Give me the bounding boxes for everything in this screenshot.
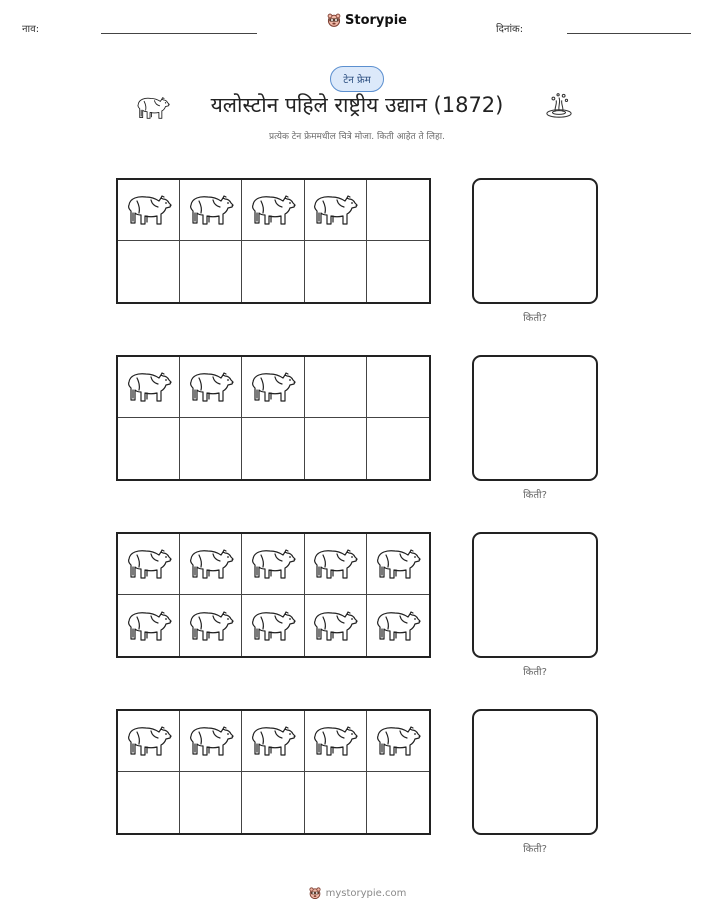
footer [0, 886, 714, 900]
name-field-line[interactable] [101, 33, 257, 34]
ten-frame-cell [367, 357, 429, 418]
ten-frame-cell [242, 595, 304, 656]
ten-frame-cell [118, 534, 180, 595]
ten-frame [116, 355, 431, 481]
how-many-label: किती? [523, 313, 547, 324]
bear-icon [187, 191, 235, 229]
ten-frame-cell [367, 711, 429, 772]
ten-frame-cell [180, 595, 242, 656]
ten-frame-cell [118, 595, 180, 656]
bear-icon [187, 722, 235, 760]
bear-icon [125, 545, 173, 583]
bear-icon [187, 368, 235, 406]
ten-frame-cell [180, 180, 242, 241]
bear-icon [249, 722, 297, 760]
ten-frame-cell [367, 595, 429, 656]
ten-frame-cell [367, 772, 429, 833]
bear-icon [374, 722, 422, 760]
ten-frame-cell [305, 418, 367, 479]
ten-frame-cell [242, 418, 304, 479]
ten-frame [116, 178, 431, 304]
bear-icon [249, 368, 297, 406]
how-many-label: किती? [523, 844, 547, 855]
date-field-line[interactable] [567, 33, 691, 34]
ten-frame-cell [305, 711, 367, 772]
brand-logo [326, 12, 407, 28]
answer-box[interactable] [472, 355, 598, 481]
ten-frame-cell [367, 418, 429, 479]
answer-box[interactable] [472, 709, 598, 835]
bear-icon [374, 607, 422, 645]
bear-icon [187, 545, 235, 583]
name-label: नाव: [22, 24, 40, 35]
bear-icon [311, 191, 359, 229]
ten-frame-cell [242, 772, 304, 833]
bear-icon [249, 607, 297, 645]
ten-frame-cell [180, 772, 242, 833]
ten-frame-cell [242, 711, 304, 772]
ten-frame-cell [118, 357, 180, 418]
bear-icon [374, 545, 422, 583]
ten-frame-cell [305, 534, 367, 595]
ten-frame-cell [367, 180, 429, 241]
ten-frame-cell [242, 357, 304, 418]
bear-icon [125, 191, 173, 229]
ten-frame-cell [180, 241, 242, 302]
ten-frame-cell [305, 180, 367, 241]
geyser-icon [545, 92, 573, 120]
ten-frame-cell [118, 180, 180, 241]
bear-icon [311, 545, 359, 583]
ten-frame-cell [180, 534, 242, 595]
bear-icon [125, 722, 173, 760]
ten-frame [116, 709, 431, 835]
ten-frame-cell [118, 772, 180, 833]
footer-url: mystorypie.com [325, 887, 407, 899]
ten-frame-cell [305, 241, 367, 302]
ten-frame-cell [242, 180, 304, 241]
instructions: प्रत्येक टेन फ्रेममधील चित्रे मोजा. किती आहेत ते लिहा. [269, 132, 445, 142]
bear-icon [187, 607, 235, 645]
ten-frame-cell [180, 418, 242, 479]
bear-icon [125, 368, 173, 406]
ten-frame [116, 532, 431, 658]
date-label: दिनांक: [496, 24, 524, 35]
ten-frame-cell [305, 357, 367, 418]
how-many-label: किती? [523, 490, 547, 501]
ten-frame-cell [305, 595, 367, 656]
ten-frame-cell [242, 534, 304, 595]
brand-name: Storypie [345, 12, 407, 28]
ten-frame-cell [118, 711, 180, 772]
bear-icon [249, 545, 297, 583]
ten-frame-cell [180, 711, 242, 772]
how-many-label: किती? [523, 667, 547, 678]
ten-frame-cell [118, 241, 180, 302]
ten-frame-cell [180, 357, 242, 418]
storypie-mascot-icon [308, 886, 322, 900]
ten-frame-cell [118, 418, 180, 479]
ten-frame-cell [367, 241, 429, 302]
bear-icon [125, 607, 173, 645]
bear-icon [311, 607, 359, 645]
page-title: यलोस्टोन पहिले राष्ट्रीय उद्यान (1872) [210, 93, 504, 117]
answer-box[interactable] [472, 178, 598, 304]
answer-box[interactable] [472, 532, 598, 658]
bear-icon [249, 191, 297, 229]
category-badge: टेन फ्रेम [330, 66, 384, 92]
ten-frame-cell [242, 241, 304, 302]
ten-frame-cell [305, 772, 367, 833]
ten-frame-cell [367, 534, 429, 595]
storypie-mascot-icon [326, 12, 342, 28]
bear-icon [311, 722, 359, 760]
